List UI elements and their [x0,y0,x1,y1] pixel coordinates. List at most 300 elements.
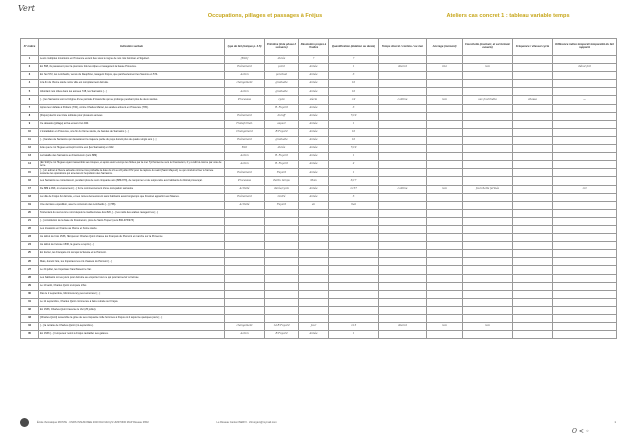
handwritten-cell [265,274,299,282]
table-row [21,306,617,314]
handwritten-cell [463,112,513,120]
handwritten-cell: non [463,64,513,72]
handwritten-cell: ? [299,56,329,64]
header-fourchette: Fourchette (montant, et sa/ fermée/ ouverte) [463,39,513,56]
handwritten-cell [463,258,513,266]
row-number: 31 [21,298,39,306]
handwritten-cell [513,250,553,258]
data-table [20,38,617,339]
handwritten-cell [463,242,513,250]
handwritten-cell [299,250,329,258]
handwritten-cell [329,315,379,323]
handwritten-cell [329,274,379,282]
handwritten-cell [379,290,427,298]
handwritten-cell [553,169,617,177]
handwritten-cell [427,209,463,217]
handwritten-cell [427,104,463,112]
handwritten-cell [379,193,427,201]
row-description: [...] on admet à l'heure actuelle comme très probable la date du 21 au 22 juillet 972 pour la capture du saint [Saint Mayeul], ce qui conduit à fixer à l'année suivante les opérations qui amenèrent l'expulsion des Sarrasins. [39,169,225,177]
handwritten-cell: Mois [299,177,329,185]
row-description: Le 10 août, Charles Quint s'empare d'Aix. [39,282,225,290]
row-number: 3 [21,72,39,80]
handwritten-cell: 7/10 [329,112,379,120]
handwritten-cell [379,169,427,177]
table-row [21,80,617,88]
table-row [21,225,617,233]
handwritten-cell [553,323,617,331]
handwritten-cell: non [463,323,513,331]
handwritten-cell: graduelle [265,136,299,144]
footer [20,416,616,428]
handwritten-cell: 7/10 [329,145,379,153]
handwritten-cell [265,258,299,266]
handwritten-cell [427,120,463,128]
handwritten-cell: continu [379,96,427,104]
handwritten-cell [379,209,427,217]
handwritten-cell [265,282,299,290]
handwritten-cell [553,274,617,282]
handwritten-cell [225,217,265,225]
handwritten-cell [427,201,463,209]
handwritten-cell: Evènement [225,193,265,201]
table-row [21,323,617,331]
handwritten-cell: Année [299,88,329,96]
handwritten-cell [513,88,553,96]
row-description: Le 11 septembre, Charles Quint commence à faire retraite sur Fréjus. [39,298,225,306]
handwritten-cell: discret [379,323,427,331]
logo-icon [20,418,29,427]
handwritten-cell [513,209,553,217]
handwritten-cell [427,298,463,306]
handwritten-cell [427,225,463,233]
handwritten-cell [427,274,463,282]
handwritten-cell [299,209,329,217]
handwritten-cell: 1 [329,331,379,339]
handwritten-cell [513,323,553,331]
handwritten-cell: graduelle [265,80,299,88]
handwritten-cell [329,250,379,258]
handwritten-cell [299,274,329,282]
handwritten-cell: Evènement [225,169,265,177]
handwritten-cell [379,88,427,96]
handwritten-cell [463,250,513,258]
handwritten-cell: Année [299,161,329,169]
handwritten-cell: 5 [329,193,379,201]
table-row [21,136,617,144]
row-number: 12 [21,145,39,153]
row-number: 17 [21,185,39,193]
row-number: 9 [21,120,39,128]
table-row [21,258,617,266]
handwritten-cell: Année [299,112,329,120]
row-description: [Charles-Quint] ressemble la grise de ses cinquante mille hommes à Fréjus où il séjourne quelques jours [...] [39,315,225,323]
handwritten-cell: Cadré [265,193,299,201]
handwritten-cell [513,234,553,242]
handwritten-cell [427,217,463,225]
handwritten-cell: Année [299,193,329,201]
handwritten-cell: changement [225,80,265,88]
handwritten-cell: 3 [329,72,379,80]
handwritten-cell [463,225,513,233]
header-frequence: Fréquence / vitesse/ cycle [513,39,553,56]
handwritten-cell: non [427,185,463,193]
header-type: type de fait (lexique p. 4-5) [225,39,265,56]
handwritten-cell [463,169,513,177]
handwritten-cell: 10 [329,128,379,136]
handwritten-cell [463,56,513,64]
handwritten-cell [463,282,513,290]
handwritten-cell [463,80,513,88]
row-description: Mais, durant l'été, les Impériaux les ont chassés du Piémont [...] [39,258,225,266]
handwritten-cell: 1 [329,120,379,128]
table-row [21,201,617,209]
table-row [21,217,617,225]
handwritten-cell [379,250,427,258]
handwritten-cell [225,104,265,112]
row-description: En l'an 572, les Lombards, venus du Dauphiné, ravagent Fréjus, que parcheviennent les Saxons en 574. [39,72,225,80]
handwritten-cell [553,290,617,298]
page-number: 1 [614,420,616,424]
handwritten-cell [329,282,379,290]
row-number: 34 [21,323,39,331]
handwritten-cell [329,298,379,306]
handwritten-cell [463,145,513,153]
handwritten-cell: R.Fuyard [265,128,299,136]
row-number: 33 [21,315,39,323]
row-description: Dès le 2 septembre, Montmorency peut annoncer [...] [39,290,225,298]
handwritten-cell [379,120,427,128]
handwritten-cell: discret [379,64,427,72]
handwritten-cell: — [553,96,617,104]
handwritten-cell [379,72,427,80]
table-row [21,193,617,201]
handwritten-cell [379,112,427,120]
handwritten-cell: début fait [553,64,617,72]
row-number: 25 [21,250,39,258]
row-number: 2 [21,64,39,72]
handwritten-cell [427,282,463,290]
table-row [21,274,617,282]
handwritten-cell [463,331,513,339]
handwritten-cell [225,282,265,290]
handwritten-cell [553,177,617,185]
header-primitive: Primitive (liste phase 2 scénario) [265,39,299,56]
handwritten-cell [225,242,265,250]
handwritten-cell [329,242,379,250]
handwritten-cell: R. Fuyard [265,161,299,169]
handwritten-cell [553,56,617,64]
handwritten-cell [513,242,553,250]
handwritten-cell [225,209,265,217]
table-row [21,185,617,193]
handwritten-cell [427,72,463,80]
handwritten-cell [265,225,299,233]
handwritten-cell: 3 [329,104,379,112]
handwritten-cell: 10 [329,88,379,96]
handwritten-cell [427,88,463,96]
handwritten-cell: <157 [329,185,379,193]
row-number: 7 [21,104,39,112]
handwritten-cell [427,290,463,298]
handwritten-cell [379,128,427,136]
handwritten-cell [379,201,427,209]
row-description: [...] les Sarrasins sont à l'origine d'une période d'insécurité qui se prolonge pendant plus de deux siècles. [39,96,225,104]
row-description: Abordant nos côtes dans les années 728, les Sarrasins [...] [39,88,225,96]
handwritten-cell: Evènement [225,136,265,144]
handwritten-cell [463,306,513,314]
handwritten-cell: non [427,323,463,331]
handwritten-cell: ponctuel [265,72,299,80]
row-number: 26 [21,258,39,266]
handwritten-cell [427,153,463,161]
handwritten-cell: R. Fuyard [265,153,299,161]
row-number: 1 [21,56,39,64]
table-row [21,112,617,120]
handwritten-cell [379,258,427,266]
handwritten-cell [553,104,617,112]
row-description: Une dernière expédition, avec le concours des Lombards [...] (738). [39,201,225,209]
handwritten-cell: 2 [329,161,379,169]
handwritten-cell [463,298,513,306]
handwritten-cell [379,56,427,64]
handwritten-cell [513,217,553,225]
handwritten-cell [265,250,299,258]
handwritten-cell [225,274,265,282]
handwritten-cell [513,104,553,112]
handwritten-cell [427,80,463,88]
handwritten-cell: cycle [265,96,299,104]
handwritten-cell: 1 [329,64,379,72]
handwritten-cell [553,145,617,153]
handwritten-cell: an [299,201,329,209]
handwritten-cell [513,169,553,177]
handwritten-cell [225,306,265,314]
handwritten-cell [379,225,427,233]
row-number: 24 [21,242,39,250]
handwritten-cell [553,161,617,169]
handwritten-cell [513,128,553,136]
handwritten-cell [379,104,427,112]
handwritten-cell [463,177,513,185]
handwritten-cell: R. Fuyard [265,104,299,112]
handwritten-cell [265,242,299,250]
row-description: Au début de l'année 1536, la guerre a repris [...] [39,242,225,250]
handwritten-cell [299,306,329,314]
handwritten-cell [553,331,617,339]
handwritten-cell [513,306,553,314]
handwritten-cell [379,306,427,314]
handwritten-cell: <2 [329,96,379,104]
handwritten-cell: Activité [225,185,265,193]
row-description: Après leur défaite à Poitiers (732), contre Charles Martel, les arabes arrivent en Provence (735). [39,104,225,112]
handwritten-cell [427,145,463,153]
row-number: 19 [21,201,39,209]
handwritten-cell [513,80,553,88]
row-description: [Fréjus] devint une triste solitude pour plusieurs années [39,112,225,120]
handwritten-cell [427,161,463,169]
table-row [21,177,617,185]
handwritten-cell [513,120,553,128]
handwritten-cell: 1 [329,169,379,177]
row-description: (En 942) le roi Hugues ayant rassemblé ses troupes, et après avoir envoyé les flottes par la mer Tyrrhénienne vers le Fraxinetum, il y rendit lui-même par voie de terre. [39,161,225,169]
handwritten-cell [463,217,513,225]
handwritten-cell [265,290,299,298]
table-row [21,290,617,298]
handwritten-cell: Action [225,88,265,96]
handwritten-cell [513,331,553,339]
handwritten-cell [553,136,617,144]
handwritten-cell [553,298,617,306]
row-number: 22 [21,225,39,233]
handwritten-cell: <O [553,185,617,193]
handwritten-cell [553,193,617,201]
row-description: La ville de Fréjus fut détruite, et ses ruines demeurèrent sans habitants aussi longtemps que Fraxinet appartint aux Maures. [39,193,225,201]
handwritten-cell [299,315,329,323]
handwritten-cell: 10 [329,80,379,88]
row-description: L'installation en Provence, à la fin du Xème siècle, de bandes de Sarrasins [...] [39,128,225,136]
handwritten-cell [553,258,617,266]
handwritten-cell [427,128,463,136]
handwritten-cell [553,250,617,258]
handwritten-cell [513,112,553,120]
handwritten-cell [553,306,617,314]
handwritten-cell: ouv fourchette [463,96,513,104]
row-number: 15 [21,169,39,177]
handwritten-cell [513,145,553,153]
handwritten-cell [225,266,265,274]
row-number: 4 [21,80,39,88]
handwritten-cell [329,209,379,217]
handwritten-cell [463,274,513,282]
handwritten-cell [427,234,463,242]
table-row [21,250,617,258]
row-number: 11 [21,136,39,144]
handwritten-cell: 5/17 [329,177,379,185]
handwritten-cell [427,258,463,266]
row-description: En 1536 [...] l'empereur revint à Fréjus ravitailler ses galères. [39,331,225,339]
handwritten-cell [329,290,379,298]
handwritten-cell [513,290,553,298]
row-number: 14 [21,161,39,169]
table-row [21,56,617,64]
row-number: 21 [21,217,39,225]
handwritten-cell: siècle [299,96,329,104]
row-description: La bataille des Sarrasins au Fraxinetum (vers 889) [39,153,225,161]
handwritten-cell [553,234,617,242]
handwritten-cell: Année [299,331,329,339]
handwritten-cell [379,177,427,185]
handwritten-cell: Etat [225,145,265,153]
header-temps: Temps discret / continu / ou rien [379,39,427,56]
handwritten-cell [329,258,379,266]
row-number: 30 [21,290,39,298]
row-number: 16 [21,177,39,185]
handwritten-cell [553,120,617,128]
row-description: En 1536, Charles-Quint traverse le Var (25 juillet). [39,306,225,314]
handwritten-cell [265,298,299,306]
handwritten-cell: Année [299,72,329,80]
handwritten-cell [329,266,379,274]
row-description: [...] constitution de la base du Fraxinetum, près de Saint-Tropez (vers 890-973/973) [39,217,225,225]
row-number: 13 [21,153,39,161]
handwritten-cell [553,128,617,136]
header-difference: Différence indice temporel/ temporalité du fait rapporté [553,39,617,56]
handwritten-cell [379,217,427,225]
handwritten-cell [379,298,427,306]
handwritten-cell: Fuyard [265,201,299,209]
header-ancrage: Ancrage (moment) [427,39,463,56]
handwritten-cell [225,250,265,258]
handwritten-cell [513,225,553,233]
handwritten-cell: fourchette fermée [463,185,513,193]
handwritten-cell [463,315,513,323]
handwritten-cell: Année [299,128,329,136]
handwritten-cell [463,193,513,201]
footer-institution: École thématique MOSTE · CNRS INSHS/INEE 2020 DHI MoCyS UMR 5600 MAP Réseau RSM [37,420,149,424]
handwritten-cell [379,136,427,144]
row-description: lutte que le roi Hugues entreprit contre eux [les Sarrasins] en 942. [39,145,225,153]
table-row [21,153,617,161]
table-row [21,234,617,242]
handwritten-cell: point [265,64,299,72]
handwritten-cell [513,177,553,185]
document-subtitle: Ateliers cas concret 1 : tableau variable temps [446,13,570,19]
table-row [21,331,617,339]
handwritten-cell [329,306,379,314]
handwritten-cell [379,80,427,88]
handwritten-cell [329,234,379,242]
handwritten-cell [553,282,617,290]
handwritten-cell: changement [225,323,265,331]
handwritten-cell [427,193,463,201]
handwritten-cell [299,242,329,250]
row-number: 27 [21,266,39,274]
handwritten-cell: Evènement [225,64,265,72]
handwritten-cell: Processus [225,96,265,104]
handwritten-cell [427,112,463,120]
handwritten-cell [225,290,265,298]
handwritten-cell: Année [299,169,329,177]
row-description: [...] bandes de Sarrasins qui dévastèrent la majeure partie du pays durant plus de quatre-vingts ans [...] [39,136,225,144]
handwritten-cell [299,282,329,290]
handwritten-cell [299,234,329,242]
footer-contact: Le Réseau Cantat ISERVI · chirurgien@mymail.com [216,420,277,424]
handwritten-cell [299,217,329,225]
handwritten-cell [513,274,553,282]
handwritten-cell: vitesse [513,96,553,104]
row-description: En 568, ils passèrent pour la première fois les Alpes et ravagèrent la basse Provence. [39,64,225,72]
row-description: Les habitants ont eu jours pour détruire au emporter tout ce qui pourrait servir à l'armée [39,274,225,282]
row-number: 23 [21,234,39,242]
table-header-row [21,39,617,56]
row-number: 5 [21,88,39,96]
row-description: Les invasions en France au IXème et Xème siècle. [39,225,225,233]
row-number: 32 [21,306,39,314]
table-row [21,145,617,153]
handwritten-note: Vert [18,4,35,13]
row-number: 29 [21,282,39,290]
handwritten-cell: Action [225,161,265,169]
handwritten-cell [427,306,463,314]
handwritten-cell [427,250,463,258]
handwritten-cell [553,225,617,233]
handwritten-cell [513,258,553,266]
handwritten-cell: Transformat. [225,120,265,128]
handwritten-cell [299,258,329,266]
handwritten-cell [463,234,513,242]
table-row [21,72,617,80]
handwritten-cell: Changement [225,128,265,136]
